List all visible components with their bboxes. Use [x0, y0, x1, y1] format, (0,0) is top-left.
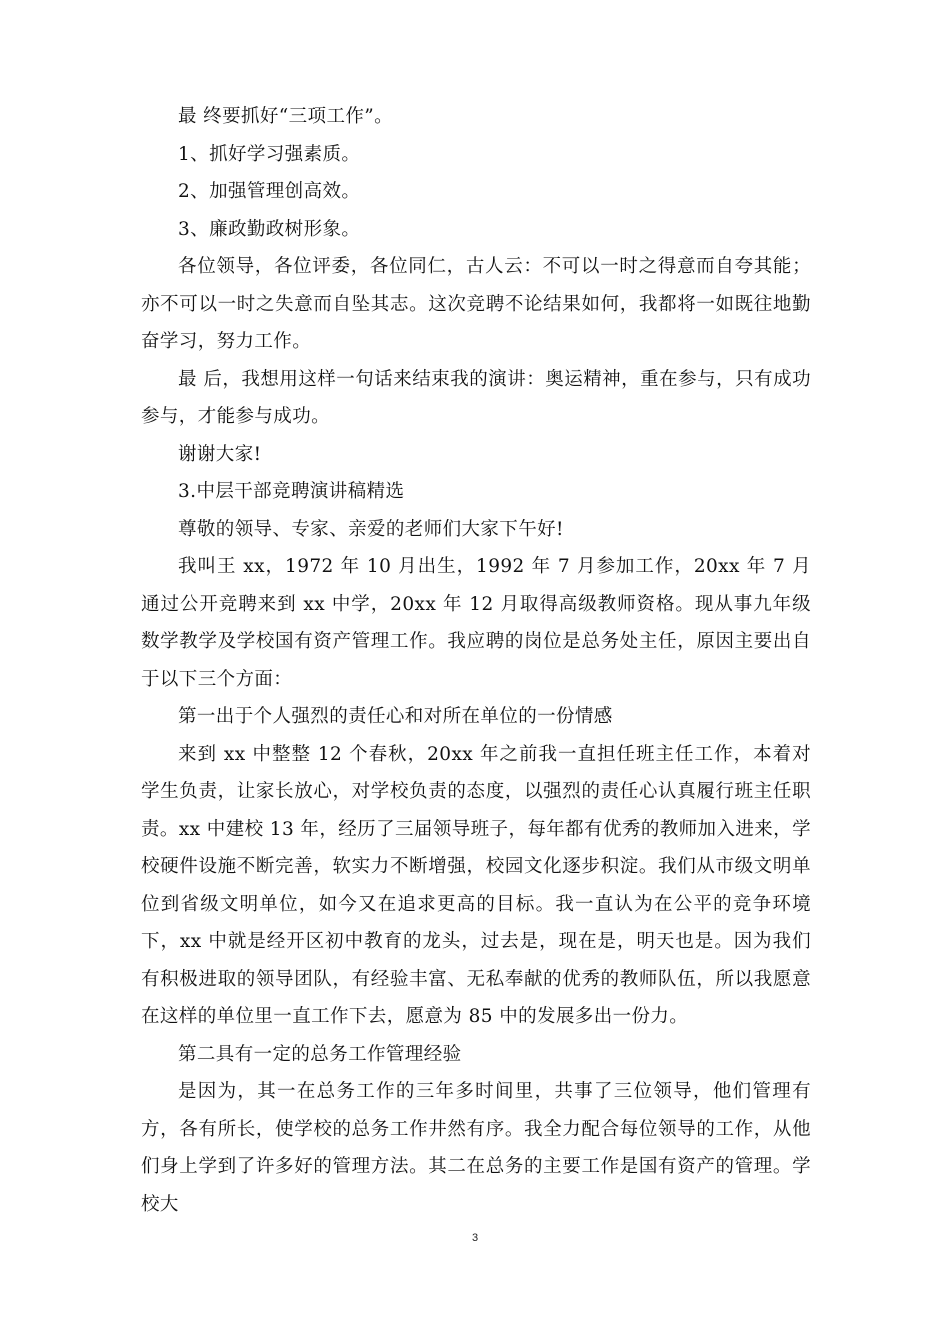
paragraph: 3、廉政勤政树形象。 — [178, 218, 361, 240]
paragraph: 第一出于个人强烈的责任心和对所在单位的一份情感 — [178, 706, 613, 727]
paragraph: 2、加强管理创高效。 — [178, 181, 361, 202]
paragraph: 最 后，我想用这样一句话来结束我的演讲：奥运精神，重在参与，只有成功参与，才能参与成功。 — [141, 368, 811, 427]
page-body — [141, 98, 811, 1223]
paragraph: 1、抓好学习强素质。 — [178, 143, 361, 165]
page-number: 3 — [471, 1232, 479, 1244]
paragraph: 谢谢大家! — [178, 443, 262, 465]
paragraph: 来到 xx 中整整 12 个春秋，20xx 年之前我一直担任班主任工作，本着对学生负责，让家长放心，对学校负责的态度，以强烈的责任心认真履行班主任职责。xx 中建校 13 年，经历了三届领导班子，每年都有优秀的教师加入进来，学校硬件设施不断完善，软实力不断增强，校园文化逐步积淀。我们从市级文明单位到省级文明单位，如今又在追求更高的目标。我一直认为在公平的竞争环境下，xx 中就是经开区初中教育的龙头，过去是，现在是，明天也是。因为我们有积极进取的领导团队，有经验丰富、无私奉献的优秀的教师队伍，所以我愿意在这样的单位里一直工作下去，愿意为 85 中的发展多出一份力。 — [141, 743, 811, 1027]
paragraph: 最 终要抓好“三项工作”。 — [178, 106, 393, 127]
paragraph: 我叫王 xx，1972 年 10 月出生，1992 年 7 月参加工作，20xx 年 7 月通过公开竞聘来到 xx 中学，20xx 年 12 月取得高级教师资格。现从事九年级数学教学及学校国有资产管理工作。我应聘的岗位是总务处主任，原因主要出自于以下三个方面： — [141, 556, 811, 690]
section-heading: 3.中层干部竞聘演讲稿精选 — [178, 481, 405, 502]
paragraph: 各位领导，各位评委，各位同仁，古人云：不可以一时之得意而自夸其能；亦不可以一时之失意而自坠其志。这次竞聘不论结果如何，我都将一如既往地勤奋学习，努力工作。 — [141, 256, 811, 352]
paragraph: 第二具有一定的总务工作管理经验 — [178, 1043, 462, 1065]
paragraph: 是因为，其一在总务工作的三年多时间里，共事了三位领导，他们管理有方，各有所长，使学校的总务工作井然有序。我全力配合每位领导的工作，从他们身上学到了许多好的管理方法。其二在总务的主要工作是国有资产的管理。学校大 — [141, 1081, 811, 1215]
paragraph: 尊敬的领导、专家、亲爱的老师们大家下午好! — [178, 518, 564, 540]
